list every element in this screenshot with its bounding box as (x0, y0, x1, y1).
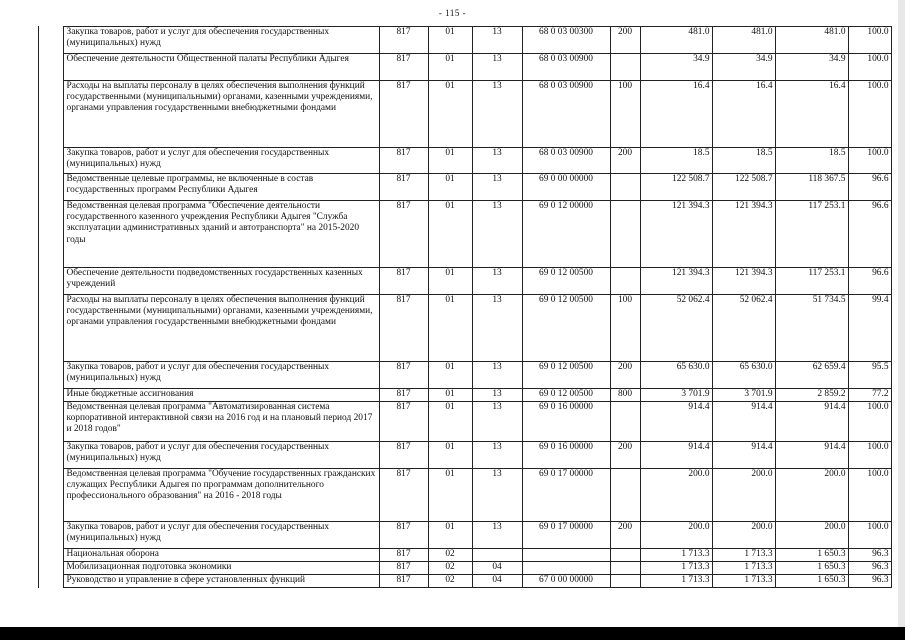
target-article-cell: 69 0 12 00500 (522, 268, 610, 295)
percent-cell: 100.0 (848, 148, 891, 174)
ved-code-cell: 817 (379, 201, 428, 268)
section-code-cell: 01 (428, 402, 472, 442)
table-row (39, 148, 891, 174)
percent-cell: 100.0 (848, 402, 891, 442)
plan-amount-cell: 121 394.3 (640, 268, 712, 295)
section-code-cell: 02 (428, 549, 472, 562)
ved-code-cell: 817 (379, 442, 428, 469)
table-row (39, 442, 891, 469)
refined-amount-cell: 65 630.0 (712, 362, 775, 389)
percent-cell: 96.6 (848, 268, 891, 295)
ved-code-cell: 817 (379, 549, 428, 562)
executed-amount-cell: 481.0 (775, 27, 848, 54)
table-row (39, 27, 891, 54)
ved-code-cell: 817 (379, 402, 428, 442)
expense-type-cell (610, 54, 640, 81)
percent-cell: 100.0 (848, 442, 891, 469)
percent-cell: 99.4 (848, 295, 891, 362)
row-name-cell: Закупка товаров, работ и услуг для обеспечения государственных (муниципальных) нужд (63, 148, 379, 174)
row-name-cell: Национальная оборона (63, 549, 379, 562)
table-row (39, 402, 891, 442)
plan-amount-cell: 914.4 (640, 442, 712, 469)
plan-amount-cell: 1 713.3 (640, 575, 712, 588)
executed-amount-cell: 51 734.5 (775, 295, 848, 362)
refined-amount-cell: 121 394.3 (712, 201, 775, 268)
target-article-cell: 69 0 12 00500 (522, 362, 610, 389)
subsection-code-cell: 13 (472, 469, 522, 522)
section-code-cell: 01 (428, 201, 472, 268)
ved-code-cell: 817 (379, 389, 428, 402)
table-row (39, 295, 891, 362)
percent-cell: 100.0 (848, 469, 891, 522)
refined-amount-cell: 52 062.4 (712, 295, 775, 362)
executed-amount-cell: 18.5 (775, 148, 848, 174)
target-article-cell: 69 0 16 00000 (522, 402, 610, 442)
left-margin-cell (39, 148, 63, 174)
target-article-cell: 69 0 17 00000 (522, 522, 610, 549)
table-row (39, 81, 891, 148)
expense-type-cell (610, 469, 640, 522)
executed-amount-cell: 1 650.3 (775, 575, 848, 588)
ved-code-cell: 817 (379, 174, 428, 201)
row-name-cell: Ведомственная целевая программа "Обеспечение деятельности государственного казенного учреждения Республики Адыгея "Служба эксплуатации административных зданий и автотранспорта" на 2015-2020 годы (63, 201, 379, 268)
expense-type-cell: 200 (610, 27, 640, 54)
plan-amount-cell: 52 062.4 (640, 295, 712, 362)
subsection-code-cell: 13 (472, 522, 522, 549)
target-article-cell: 69 0 17 00000 (522, 469, 610, 522)
executed-amount-cell: 200.0 (775, 522, 848, 549)
row-name-cell: Обеспечение деятельности подведомственных государственных казенных учреждений (63, 268, 379, 295)
section-code-cell: 01 (428, 389, 472, 402)
refined-amount-cell: 3 701.9 (712, 389, 775, 402)
section-code-cell: 02 (428, 562, 472, 575)
subsection-code-cell: 13 (472, 402, 522, 442)
percent-cell: 95.5 (848, 362, 891, 389)
left-margin-cell (39, 469, 63, 522)
executed-amount-cell: 117 253.1 (775, 268, 848, 295)
percent-cell: 96.3 (848, 549, 891, 562)
budget-table-wrapper (38, 26, 891, 588)
table-row (39, 389, 891, 402)
section-code-cell: 01 (428, 469, 472, 522)
expense-type-cell: 100 (610, 295, 640, 362)
left-margin-cell (39, 389, 63, 402)
plan-amount-cell: 1 713.3 (640, 549, 712, 562)
executed-amount-cell: 62 659.4 (775, 362, 848, 389)
subsection-code-cell: 13 (472, 174, 522, 201)
left-margin-cell (39, 201, 63, 268)
subsection-code-cell: 13 (472, 148, 522, 174)
percent-cell: 96.6 (848, 174, 891, 201)
refined-amount-cell: 1 713.3 (712, 562, 775, 575)
section-code-cell: 01 (428, 295, 472, 362)
refined-amount-cell: 914.4 (712, 442, 775, 469)
row-name-cell: Закупка товаров, работ и услуг для обеспечения государственных (муниципальных) нужд (63, 27, 379, 54)
subsection-code-cell: 13 (472, 295, 522, 362)
subsection-code-cell: 13 (472, 442, 522, 469)
section-code-cell: 01 (428, 362, 472, 389)
plan-amount-cell: 914.4 (640, 402, 712, 442)
expense-type-cell (610, 268, 640, 295)
expense-type-cell (610, 402, 640, 442)
refined-amount-cell: 1 713.3 (712, 575, 775, 588)
plan-amount-cell: 3 701.9 (640, 389, 712, 402)
table-row (39, 522, 891, 549)
subsection-code-cell: 13 (472, 389, 522, 402)
ved-code-cell: 817 (379, 362, 428, 389)
plan-amount-cell: 122 508.7 (640, 174, 712, 201)
target-article-cell: 69 0 00 00000 (522, 174, 610, 201)
row-name-cell: Закупка товаров, работ и услуг для обеспечения государственных (муниципальных) нужд (63, 442, 379, 469)
executed-amount-cell: 914.4 (775, 402, 848, 442)
percent-cell: 100.0 (848, 27, 891, 54)
section-code-cell: 01 (428, 174, 472, 201)
subsection-code-cell (472, 549, 522, 562)
percent-cell: 96.3 (848, 575, 891, 588)
percent-cell: 96.6 (848, 201, 891, 268)
ved-code-cell: 817 (379, 522, 428, 549)
left-margin-cell (39, 362, 63, 389)
left-margin-cell (39, 575, 63, 588)
section-code-cell: 01 (428, 54, 472, 81)
table-body (39, 27, 891, 588)
ved-code-cell: 817 (379, 54, 428, 81)
row-name-cell: Закупка товаров, работ и услуг для обеспечения государственных (муниципальных) нужд (63, 362, 379, 389)
ved-code-cell: 817 (379, 268, 428, 295)
left-margin-cell (39, 402, 63, 442)
ved-code-cell: 817 (379, 469, 428, 522)
section-code-cell: 01 (428, 27, 472, 54)
executed-amount-cell: 16.4 (775, 81, 848, 148)
plan-amount-cell: 481.0 (640, 27, 712, 54)
plan-amount-cell: 200.0 (640, 469, 712, 522)
table-row (39, 268, 891, 295)
section-code-cell: 01 (428, 442, 472, 469)
page-number: - 115 - (438, 8, 467, 18)
subsection-code-cell: 13 (472, 54, 522, 81)
refined-amount-cell: 122 508.7 (712, 174, 775, 201)
left-margin-cell (39, 54, 63, 81)
row-name-cell: Мобилизационная подготовка экономики (63, 562, 379, 575)
executed-amount-cell: 118 367.5 (775, 174, 848, 201)
target-article-cell (522, 562, 610, 575)
ved-code-cell: 817 (379, 27, 428, 54)
table-row (39, 549, 891, 562)
refined-amount-cell: 121 394.3 (712, 268, 775, 295)
executed-amount-cell: 34.9 (775, 54, 848, 81)
expense-type-cell (610, 575, 640, 588)
ved-code-cell: 817 (379, 148, 428, 174)
expense-type-cell: 200 (610, 148, 640, 174)
percent-cell: 77.2 (848, 389, 891, 402)
refined-amount-cell: 914.4 (712, 402, 775, 442)
expense-type-cell (610, 562, 640, 575)
subsection-code-cell: 13 (472, 27, 522, 54)
expense-type-cell: 800 (610, 389, 640, 402)
table-row (39, 469, 891, 522)
target-article-cell: 69 0 12 00500 (522, 389, 610, 402)
plan-amount-cell: 121 394.3 (640, 201, 712, 268)
percent-cell: 100.0 (848, 81, 891, 148)
refined-amount-cell: 200.0 (712, 469, 775, 522)
section-code-cell: 01 (428, 81, 472, 148)
target-article-cell: 68 0 03 00900 (522, 148, 610, 174)
section-code-cell: 01 (428, 268, 472, 295)
table-row (39, 201, 891, 268)
percent-cell: 100.0 (848, 522, 891, 549)
left-margin-cell (39, 81, 63, 148)
left-margin-cell (39, 27, 63, 54)
expense-type-cell (610, 201, 640, 268)
left-margin-cell (39, 174, 63, 201)
left-margin-cell (39, 268, 63, 295)
table-row (39, 54, 891, 81)
table-row (39, 362, 891, 389)
expense-type-cell: 200 (610, 362, 640, 389)
subsection-code-cell: 13 (472, 201, 522, 268)
subsection-code-cell: 13 (472, 81, 522, 148)
row-name-cell: Обеспечение деятельности Общественной палаты Республики Адыгея (63, 54, 379, 81)
expense-type-cell: 200 (610, 442, 640, 469)
target-article-cell: 68 0 03 00900 (522, 54, 610, 81)
executed-amount-cell: 1 650.3 (775, 562, 848, 575)
target-article-cell: 68 0 03 00900 (522, 81, 610, 148)
executed-amount-cell: 914.4 (775, 442, 848, 469)
executed-amount-cell: 200.0 (775, 469, 848, 522)
refined-amount-cell: 481.0 (712, 27, 775, 54)
left-margin-cell (39, 295, 63, 362)
expense-type-cell: 200 (610, 522, 640, 549)
subsection-code-cell: 13 (472, 268, 522, 295)
section-code-cell: 01 (428, 522, 472, 549)
row-name-cell: Иные бюджетные ассигнования (63, 389, 379, 402)
row-name-cell: Расходы на выплаты персоналу в целях обеспечения выполнения функций государственными (муниципальными) органами, казенными учреждениями, органами управления государственными внебюджетными фондами (63, 295, 379, 362)
subsection-code-cell: 13 (472, 362, 522, 389)
plan-amount-cell: 1 713.3 (640, 562, 712, 575)
target-article-cell: 69 0 12 00000 (522, 201, 610, 268)
plan-amount-cell: 16.4 (640, 81, 712, 148)
left-margin-cell (39, 549, 63, 562)
left-margin-cell (39, 522, 63, 549)
refined-amount-cell: 1 713.3 (712, 549, 775, 562)
percent-cell: 96.3 (848, 562, 891, 575)
ved-code-cell: 817 (379, 562, 428, 575)
row-name-cell: Закупка товаров, работ и услуг для обеспечения государственных (муниципальных) нужд (63, 522, 379, 549)
target-article-cell: 69 0 16 00000 (522, 442, 610, 469)
expense-type-cell: 100 (610, 81, 640, 148)
target-article-cell (522, 549, 610, 562)
target-article-cell: 69 0 12 00500 (522, 295, 610, 362)
plan-amount-cell: 200.0 (640, 522, 712, 549)
executed-amount-cell: 117 253.1 (775, 201, 848, 268)
executed-amount-cell: 1 650.3 (775, 549, 848, 562)
refined-amount-cell: 18.5 (712, 148, 775, 174)
plan-amount-cell: 65 630.0 (640, 362, 712, 389)
expense-type-cell (610, 174, 640, 201)
section-code-cell: 01 (428, 148, 472, 174)
left-margin-cell (39, 442, 63, 469)
left-margin-cell (39, 562, 63, 575)
scan-edge-bottom (0, 627, 905, 640)
ved-code-cell: 817 (379, 575, 428, 588)
ved-code-cell: 817 (379, 295, 428, 362)
section-code-cell: 02 (428, 575, 472, 588)
expense-type-cell (610, 549, 640, 562)
row-name-cell: Руководство и управление в сфере установленных функций (63, 575, 379, 588)
table-row (39, 174, 891, 201)
row-name-cell: Ведомственные целевые программы, не включенные в состав государственных программ Республики Адыгея (63, 174, 379, 201)
refined-amount-cell: 200.0 (712, 522, 775, 549)
refined-amount-cell: 16.4 (712, 81, 775, 148)
scan-edge-right (898, 0, 905, 640)
budget-table (39, 26, 892, 588)
row-name-cell: Расходы на выплаты персоналу в целях обеспечения выполнения функций государственными (муниципальными) органами, казенными учреждениями, органами управления государственными внебюджетными фондами (63, 81, 379, 148)
target-article-cell: 68 0 03 00300 (522, 27, 610, 54)
subsection-code-cell: 04 (472, 562, 522, 575)
subsection-code-cell: 04 (472, 575, 522, 588)
table-row (39, 575, 891, 588)
refined-amount-cell: 34.9 (712, 54, 775, 81)
table-row (39, 562, 891, 575)
plan-amount-cell: 18.5 (640, 148, 712, 174)
target-article-cell: 67 0 00 00000 (522, 575, 610, 588)
row-name-cell: Ведомственная целевая программа "Автоматизированная система корпоративной интерактивной связи на 2016 год и на плановый период 2017 и 2018 годов" (63, 402, 379, 442)
percent-cell: 100.0 (848, 54, 891, 81)
plan-amount-cell: 34.9 (640, 54, 712, 81)
ved-code-cell: 817 (379, 81, 428, 148)
executed-amount-cell: 2 859.2 (775, 389, 848, 402)
row-name-cell: Ведомственная целевая программа "Обучение государственных гражданских служащих Республики Адыгея по программам дополнительного профессионального образования" на 2016 - 2018 годы (63, 469, 379, 522)
